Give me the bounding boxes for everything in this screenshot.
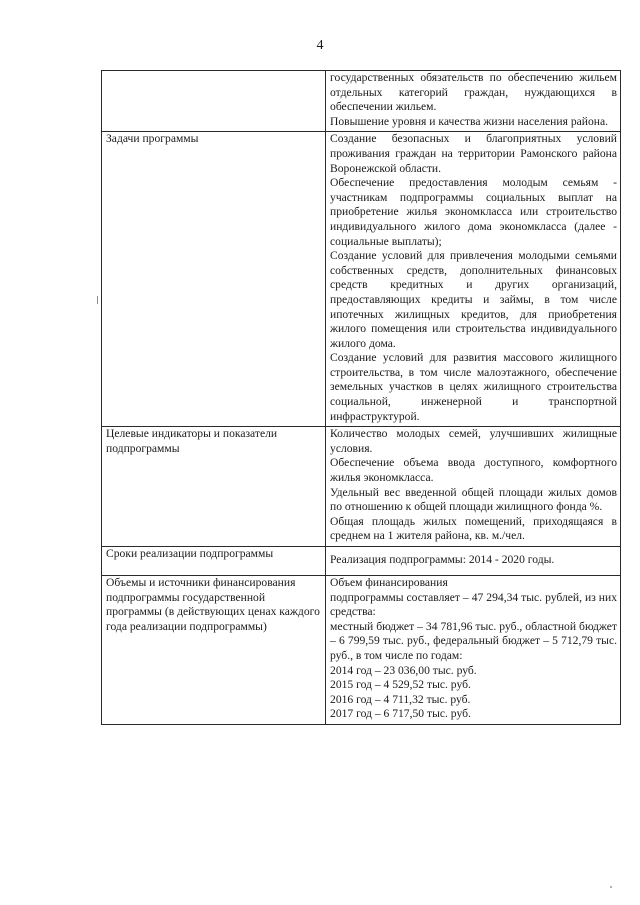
row-value-cell	[326, 71, 621, 132]
row-label: Объемы и источники финансирования подпрограммы государственной программы (в действующих ценах каждого года реализации подпрограммы)	[106, 576, 320, 633]
page-number: 4	[316, 38, 324, 53]
value-paragraph: Реализация подпрограммы: 2014 - 2020 годы.	[330, 553, 555, 566]
value-paragraph: Создание условий для развития массового жилищного строительства, в том числе малоэтажного, обеспечение земельных участков в целях жилищного строительства социальной, инженерной и транспортной инфраструктурой.	[330, 351, 617, 423]
table-row-goals-continued	[102, 71, 621, 132]
row-label: Целевые индикаторы и показатели подпрограммы	[106, 427, 278, 455]
value-paragraph: Обеспечение объема ввода доступного, комфортного жилья экономкласса.	[330, 456, 617, 485]
value-paragraph: Удельный вес введенной общей площади жилых домов по отношению к общей площади жилищного фонда %.	[330, 485, 617, 514]
scan-artifact	[610, 886, 612, 888]
subprogram-passport-table	[101, 70, 621, 725]
value-paragraph: 2017 год – 6 717,50 тыс. руб.	[330, 707, 471, 721]
value-paragraph: Создание безопасных и благоприятных условий проживания граждан на территории Рамонского района Воронежской области.	[330, 132, 617, 175]
value-paragraph: Объем финансирования	[330, 576, 448, 589]
row-value-cell	[326, 132, 621, 427]
row-label-cell	[102, 71, 326, 132]
row-label-cell	[102, 132, 326, 427]
table-row-financing	[102, 576, 621, 725]
value-paragraph: подпрограммы составляет – 47 294,34 тыс. рублей, из них средства:	[330, 590, 617, 619]
value-paragraph: местный бюджет – 34 781,96 тыс. руб., областной бюджет – 6 799,59 тыс. руб., федеральный бюджет – 5 712,79 тыс. руб., в том числе по годам:	[330, 619, 617, 662]
row-label-cell	[102, 427, 326, 547]
value-paragraph: Повышение уровня и качества жизни населения района.	[330, 114, 609, 128]
value-paragraph: 2014 год – 23 036,00 тыс. руб.	[330, 663, 477, 677]
value-paragraph: 2016 год – 4 711,32 тыс. руб.	[330, 692, 471, 706]
row-value-cell	[326, 576, 621, 725]
row-value-cell	[326, 547, 621, 576]
value-paragraph: 2015 год – 4 529,52 тыс. руб.	[330, 678, 471, 692]
value-paragraph: Обеспечение предоставления молодым семьям - участникам подпрограммы социальных выплат на приобретение жилья экономкласса или строительство индивидуального жилого дома экономкласса (далее - социальные выплаты);	[330, 176, 617, 248]
value-paragraph: Создание условий для привлечения молодыми семьями собственных средств, дополнительных финансовых средств кредитных и других организаций, предоставляющих кредиты и займы, в том числе ипотечных жилищных кредитов, для приобретения жилого помещения или строительства индивидуального жилого дома.	[330, 249, 617, 350]
table-row-indicators	[102, 427, 621, 547]
scan-artifact	[97, 296, 101, 304]
row-value-cell	[326, 427, 621, 547]
value-paragraph: Общая площадь жилых помещений, приходящаяся в среднем на 1 жителя района, кв. м./чел.	[330, 514, 617, 543]
row-label-cell	[102, 547, 326, 576]
table-row-terms	[102, 547, 621, 576]
table-row-tasks	[102, 132, 621, 427]
row-label: Задачи программы	[106, 132, 199, 146]
value-paragraph: Количество молодых семей, улучшивших жилищные условия.	[330, 427, 617, 455]
row-label-cell	[102, 576, 326, 725]
row-label: Сроки реализации подпрограммы	[106, 547, 274, 560]
value-paragraph: государственных обязательств по обеспечению жильем отдельных категорий граждан, нуждающихся в обеспечении жильем.	[330, 71, 617, 114]
